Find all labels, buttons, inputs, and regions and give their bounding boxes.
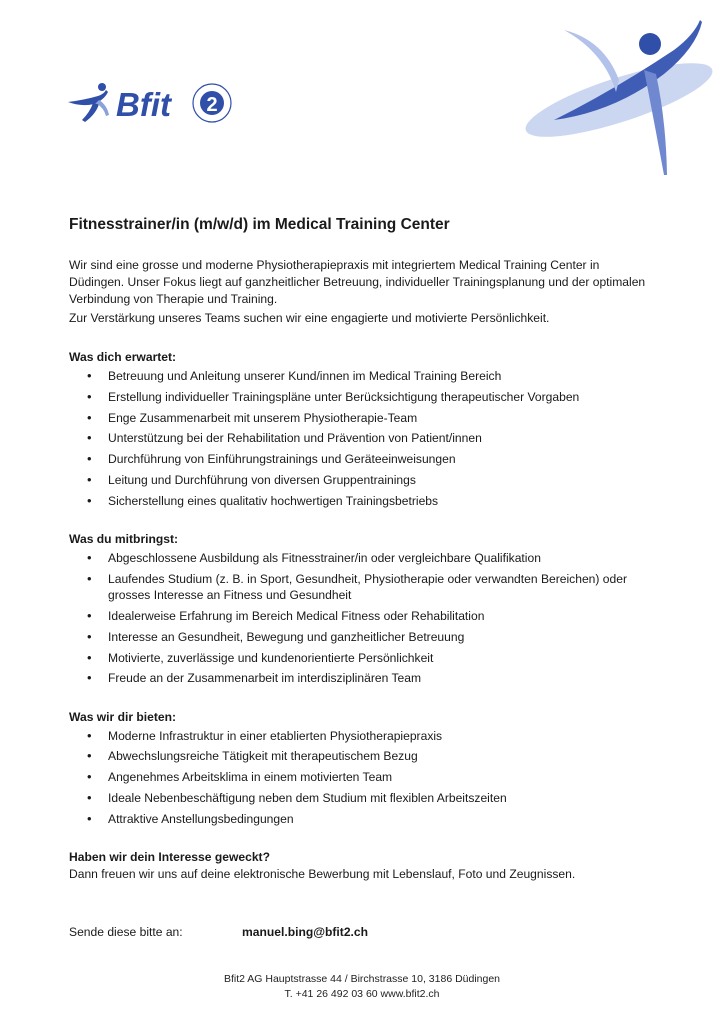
benefits-list (69, 728, 649, 827)
logo-wordmark: Bfit (116, 86, 171, 123)
intro-text (69, 257, 649, 327)
section-heading: Was wir dir bieten: (69, 709, 177, 724)
corner-figure-graphic (524, 0, 724, 190)
list-item: • Ideale Nebenbeschäftigung neben dem Studium mit flexiblen Arbeitszeiten (69, 790, 649, 806)
list-item: • Idealerweise Erfahrung im Bereich Medical Fitness oder Rehabilitation (69, 608, 649, 624)
intro-paragraph: Zur Verstärkung unseres Teams suchen wir eine engagierte und motivierte Persönlichkeit. (69, 311, 550, 325)
section-heading: Was dich erwartet: (69, 350, 177, 364)
logo-figure-head-icon (98, 83, 106, 91)
list-item: • Unterstützung bei der Rehabilitation und Prävention von Patient/innen (69, 430, 649, 446)
corner-figure-icon (524, 0, 724, 190)
list-item: • Freude an der Zusammenarbeit im interdisziplinären Team (69, 670, 649, 686)
footer-contact: T. +41 26 492 03 60 www.bfit2.ch (284, 988, 440, 1000)
application-email-link[interactable]: manuel.bing@bfit2.ch (242, 925, 369, 939)
logo-figure-leg-icon (82, 103, 99, 122)
list-item: • Sicherstellung eines qualitativ hochwertigen Trainingsbetriebs (69, 493, 649, 509)
list-item: • Durchführung von Einführungstrainings und Geräteeinweisungen (69, 451, 649, 467)
expectations-list (69, 368, 649, 509)
list-item: • Betreuung und Anleitung unserer Kund/innen im Medical Training Bereich (69, 368, 649, 384)
closing-heading: Haben wir dein Interesse geweckt? (69, 850, 270, 865)
logo-graphic (66, 76, 236, 130)
list-item: • Erstellung individueller Trainingspläne unter Berücksichtigung therapeutischer Vorgaben (69, 389, 649, 405)
list-item: • Enge Zusammenarbeit mit unserem Physiotherapie-Team (69, 410, 649, 426)
section-requirements (69, 531, 649, 687)
requirements-list (69, 550, 649, 687)
closing-section (69, 849, 649, 883)
section-expectations (69, 349, 649, 509)
list-item: • Abwechslungsreiche Tätigkeit mit therapeutischem Bezug (69, 748, 649, 764)
list-item: • Moderne Infrastruktur in einer etablierten Physiotherapiepraxis (69, 728, 649, 744)
page-footer (0, 972, 724, 1002)
application-contact (69, 924, 368, 941)
footer-address: Bfit2 AG Hauptstrasse 44 / Birchstrasse 10, 3186 Düdingen (223, 973, 501, 985)
list-item: • Motivierte, zuverlässige und kundenorientierte Persönlichkeit (69, 650, 649, 666)
section-heading: Was du mitbringst: (69, 532, 179, 547)
company-logo (66, 76, 236, 130)
logo-badge-number: 2 (206, 94, 218, 116)
closing-text: Dann freuen wir uns auf deine elektronische Bewerbung mit Lebenslauf, Foto und Zeugnissen. (69, 867, 576, 882)
list-item: • Laufendes Studium (z. B. in Sport, Gesundheit, Physiotherapie oder verwandten Bereichen) oder grosses Interesse an Fitness und Gesundheit (69, 571, 649, 604)
list-item: • Angenehmes Arbeitsklima in einem motivierten Team (69, 769, 649, 785)
list-item: • Interesse an Gesundheit, Bewegung und ganzheitlicher Betreuung (69, 629, 649, 645)
list-item: • Leitung und Durchführung von diversen Gruppentrainings (69, 472, 649, 488)
job-posting-content (69, 215, 649, 883)
list-item: • Attraktive Anstellungsbedingungen (69, 811, 649, 827)
intro-paragraph: Wir sind eine grosse und moderne Physiotherapiepraxis mit integriertem Medical Training Center in Düdingen. Unser Fokus liegt auf ganzheitlicher Betreuung, individueller Trainingsplanung und der optimalen Verbindung von Therapie und Training. (69, 258, 646, 306)
section-benefits (69, 709, 649, 827)
job-title: Fitnesstrainer/in (m/w/d) im Medical Training Center (69, 216, 450, 233)
send-label: Sende diese bitte an: (69, 925, 183, 939)
logo-figure-leg-back-icon (96, 100, 109, 116)
list-item: • Abgeschlossene Ausbildung als Fitnesstrainer/in oder vergleichbare Qualifikation (69, 550, 649, 566)
